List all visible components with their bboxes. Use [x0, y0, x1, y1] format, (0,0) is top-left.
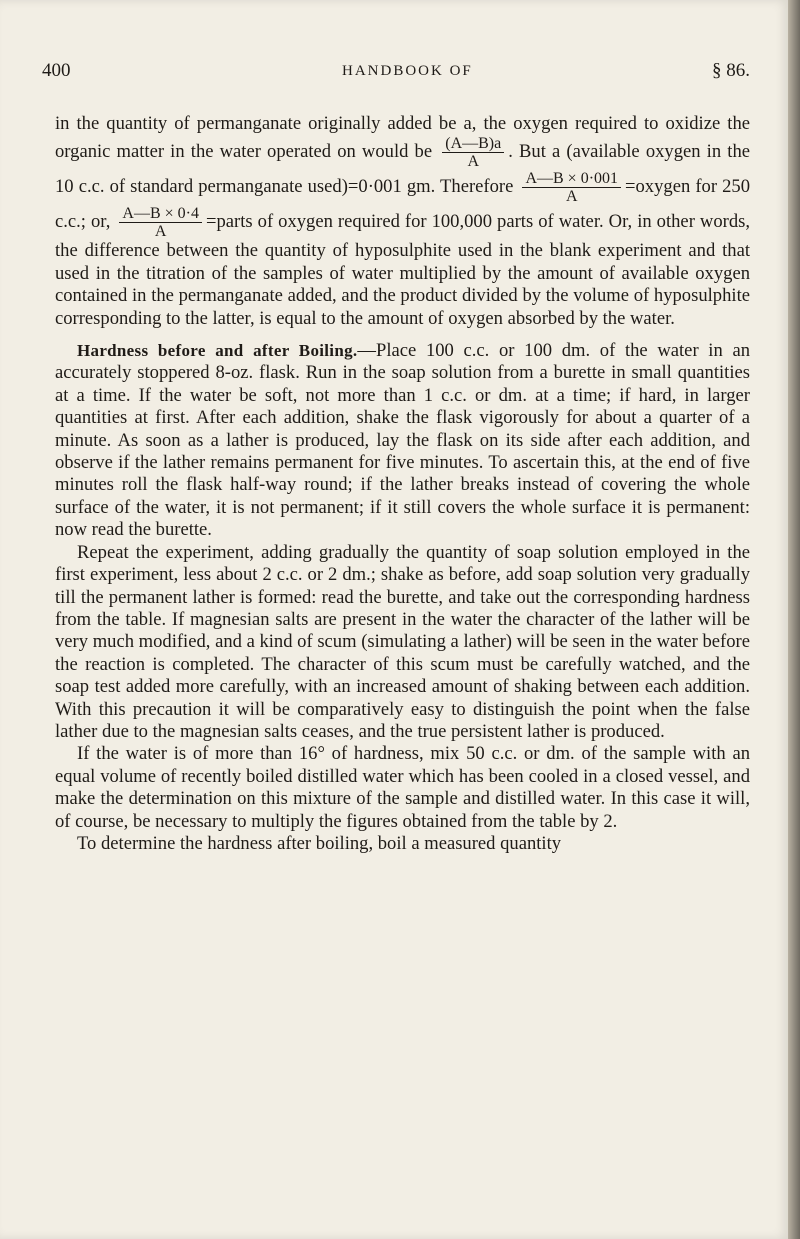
page-header — [42, 60, 772, 86]
page-number: 400 — [42, 60, 71, 81]
paragraph-repeat: Repeat the experiment, adding gradually the quantity of soap solution employed in the first experiment, less about 2 c.c. or 2 dm.; shake as before, add soap solution very gradually till the permanent lather is formed: read the burette, and take out the corresponding hardness from the table. If magnesian salts are present in the water the character of the lather will be very much modified, and a kind of scum (simulating a lather) will be seen in the water before the reaction is completed. The character of this scum must be carefully watched, and the soap test added more carefully, with an increased amount of shaking between each addition. With this precaution it will be comparatively easy to distinguish the point when the false lather due to the magnesian salts ceases, and the true persistent lather is produced. — [55, 541, 750, 742]
paragraph-oxygen — [55, 113, 750, 330]
paragraph-after-boiling: To determine the hardness after boiling, boil a measured quantity — [77, 832, 562, 854]
text-run: =parts of oxygen required for 100,000 parts of water. Or, in other words, the difference between the quantity of hyposulphite used in the blank experiment and that used in the titration of the samples of water multiplied by the amount of available oxygen contained in the permanganate added, and the product divided by the volume of hyposulphite corresponding to the latter, is equal to the amount of oxygen absorbed by the water. — [55, 211, 751, 329]
paragraph-hardness — [55, 340, 750, 542]
text-run: in the quantity of permanganate originally added be a, the oxygen required to oxidize the organic matter in the water operated on would be — [55, 113, 750, 163]
paragraph-dilution: If the water is of more than 16° of hardness, mix 50 c.c. or dm. of the sample with an equal volume of recently boiled distilled water which has been cooled in a closed vessel, and make the determination on this mixture of the sample and distilled water. In this case it will, of course, be necessary to multiply the figures obtained from the table by 2. — [55, 743, 750, 832]
fraction-denominator: A — [154, 223, 167, 241]
text-run: —Place 100 c.c. or 100 dm. of the water in an accurately stoppered 8-oz. flask. Run in the soap solution from a burette in small quantities at a time. If the water be soft, not more than 1 c.c. or dm. at a time; if hard, in larger quantities at first. After each addition, shake the flask vigorously for about a quarter of a minute. As soon as a lather is produced, lay the flask on its side after each addition, and observe if the lather remains permanent for five minutes. To ascertain this, at the end of five minutes roll the flask half-way round; if the lather breaks instead of covering the whole surface of the water, it is not permanent; if it still covers the whole surface it is permanent: now read the burette. — [55, 340, 750, 541]
section-number: § 86. — [712, 60, 750, 81]
fraction-parts-oxygen — [119, 205, 202, 240]
section-heading: Hardness before and after Boiling. — [77, 341, 358, 361]
fraction-denominator: A — [467, 153, 479, 171]
fraction-numerator: (A—B)a — [442, 135, 504, 153]
spacer — [55, 330, 750, 340]
fraction-oxygen-250cc — [522, 170, 621, 205]
text-run: =oxygen for 250 c.c.; or, — [55, 176, 751, 233]
text-run: . But a (available oxygen in the 10 c.c. of standard permanganate used)=0·001 gm. Therefore — [55, 141, 750, 198]
body-text — [55, 113, 750, 855]
fraction-denominator: A — [565, 188, 578, 206]
book-spine-edge — [788, 0, 800, 1239]
fraction-numerator: A—B × 0·001 — [522, 170, 621, 188]
running-title: HANDBOOK OF — [342, 63, 473, 79]
fraction-oxygen-required — [442, 135, 504, 170]
fraction-numerator: A—B × 0·4 — [119, 205, 202, 223]
